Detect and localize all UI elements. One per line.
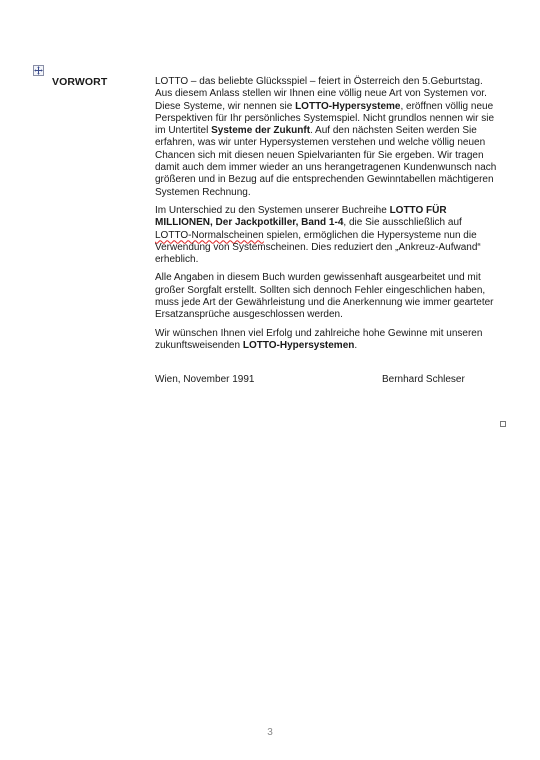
end-of-cell-marker-icon [500,421,506,427]
paragraph-1-bold-zukunft: Systeme der Zukunft [211,125,311,137]
spellcheck-flagged-word[interactable]: LOTTO-Normalscheinen [155,229,264,241]
paragraph-1-bold-hypersysteme: LOTTO-Hypersysteme [295,100,401,112]
place-and-date: Wien, November 1991 [155,374,255,386]
paragraph-2-text-a: Im Unterschied zu den Systemen unserer Buchreihe [155,204,390,216]
author-name: Bernhard Schleser [382,374,465,386]
section-heading: VORWORT [52,76,108,88]
paragraph-1-text-a: LOTTO – das beliebte Glücksspiel – feiert in Österreich den 5.Geburtstag. Aus diesem Anlass stellen wir Ihnen eine völlig neue Art von Systemen vor. Diese Systeme, wir nennen sie [155,76,487,112]
foreword-text [155,76,500,388]
paragraph-1-text-d: . Auf den nächsten Seiten werden Sie erfahren, was wir unter Hypersystemen verstehen und welche völlig neuen Chancen sich mit diesen neuen Spielvarianten für Sie ergeben. Wir tragen damit auch dem immer wieder an uns herangetragenen Kundenwunsch nach größeren und in Bezug auf die entsprechenden Gewinntabellen mächtigeren Systemen Rechnung. [155,125,497,198]
signature-row [155,374,500,388]
paragraph-2-text-d: spielen, ermöglichen die Hypersysteme nun die Verwendung von Systemscheinen. Dies reduziert den „Ankreuz-Aufwand“ erheblich. [155,229,481,266]
page-number: 3 [267,727,273,738]
paragraph-4-text-a: Wir wünschen Ihnen viel Erfolg und zahlreiche hohe Gewinne mit unseren zukunftsweisenden [155,327,483,351]
paragraph-2-text-c: , die Sie ausschließlich auf [343,217,462,229]
paragraph-1 [155,76,500,199]
paragraph-2 [155,205,500,266]
paragraph-2-bold-book-series: LOTTO FÜR MILLIONEN, Der Jackpotkiller, Band 1-4 [155,204,447,229]
paragraph-4 [155,328,500,353]
paragraph-1-text-c: , eröffnen völlig neue Perspektiven für Ihr persönliches Systemspiel. Nicht grundlos nennen wir sie im Untertitel [155,100,495,137]
paragraph-3: Alle Angaben in diesem Buch wurden gewissenhaft ausgearbeitet und mit großer Sorgfalt erstellt. Sollten sich dennoch Fehler eingeschlichen haben, muss jede Art der Gewährleistung und die Anerkennung wie immer gearteter Ersatzansprüche ausgeschlossen werden. [155,272,494,321]
paragraph-4-bold-hypersystemen: LOTTO-Hypersystemen [242,339,355,351]
move-handle-icon[interactable] [33,65,44,76]
paragraph-4-text-c: . [354,339,358,351]
